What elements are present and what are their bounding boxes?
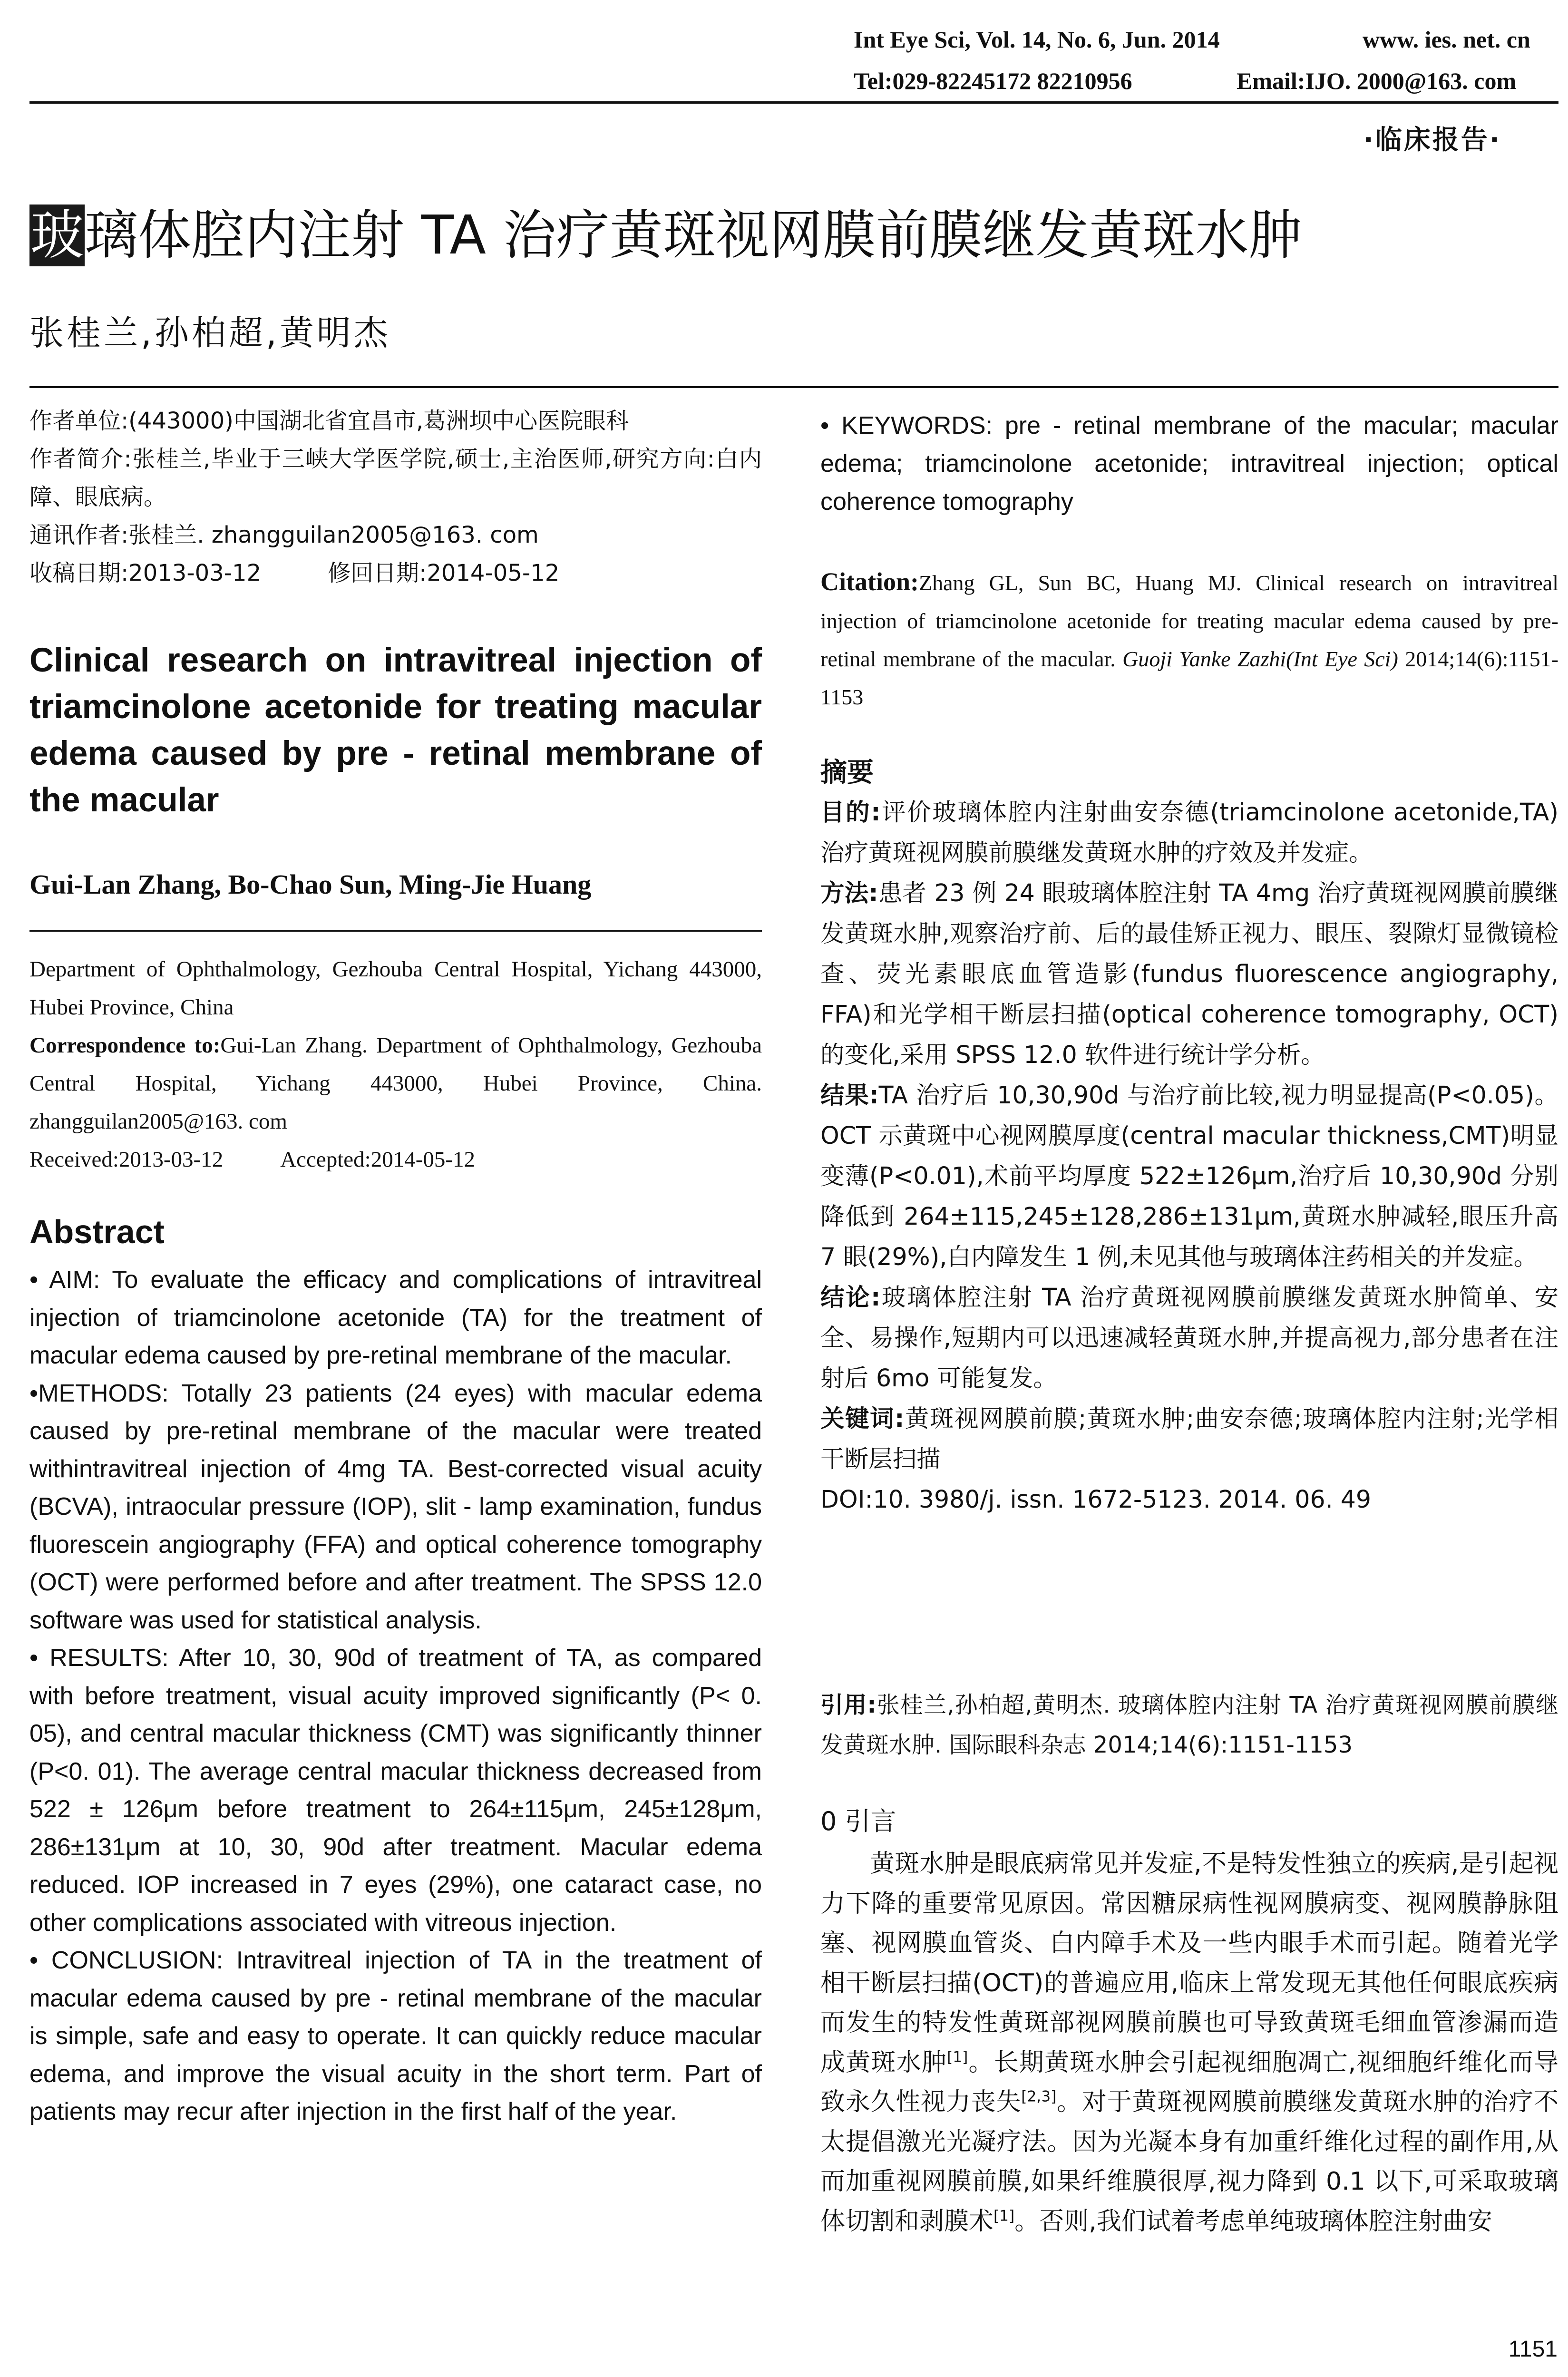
citation-block [820,563,1558,716]
abstract-heading-cn: 摘要 [820,757,874,788]
affiliation-block-en [29,950,762,1179]
conclusion-text: 玻璃体腔注射 TA 治疗黄斑视网膜前膜继发黄斑水肿简单、安全、易操作,短期内可以迅速减轻黄斑水肿,并提高视力,部分患者在注射后 6mo 可能复发。 [820,1283,1559,1392]
journal-citation: Int Eye Sci, Vol. 14, No. 6, Jun. 2014 [854,26,1220,53]
conclusion-label: 结论: [820,1283,881,1311]
abstract-aim: • AIM: To evaluate the efficacy and complications of intravitreal injection of triamcinolone acetonide (TA) for the treatment of macular edema caused by pre-retinal membrane of the macular. [29,1266,762,1369]
citation-tail: 2014;14(6):1151-1153 [820,647,1559,709]
title-drop-letter: 玻 [30,205,84,266]
corresponding-cn: 通讯作者:张桂兰. zhangguilan2005@163. com [29,522,539,548]
results-label: 结果: [820,1081,879,1109]
journal-email: Email:IJO. 2000@163. com [1237,68,1517,94]
cite-as-label: 引用: [820,1692,877,1718]
dates-en [29,1140,762,1179]
keywords-label: 关键词: [820,1404,905,1432]
page-number: 1151 [1508,2337,1558,2362]
objective-cn [820,792,1558,873]
citation-journal: Guoji Yanke Zazhi(Int Eye Sci) [1122,647,1398,671]
cite-as-text: 张桂兰,孙柏超,黄明杰. 玻璃体腔内注射 TA 治疗黄斑视网膜前膜继发黄斑水肿. 国际眼科杂志 2014;14(6):1151-1153 [820,1692,1559,1758]
ref-1[interactable]: [1] [947,2048,968,2066]
correspondence-en [29,1026,762,1140]
accepted-en: Accepted:2014-05-12 [280,1147,476,1172]
abstract-conclusion: • CONCLUSION: Intravitreal injection of TA in the treatment of macular edema caused by pre - retinal membrane of the macular is simple, safe and easy to operate. It can quickly reduce macular edema, and improve the visual acuity in the short term. Part of patients may recur after injection in the first half of the year. [29,1947,762,2125]
paper-title-en: Clinical research on intravitreal injection of triamcinolone acetonide for treating macular edema caused by pre - retinal membrane of the macular [29,642,762,819]
keywords-en: • KEYWORDS: pre - retinal membrane of the macular; macular edema; triamcinolone acetonide; intravitreal injection; optical coherence tomography [820,412,1558,516]
intro-paragraph [820,1844,1558,2241]
methods-text: 患者 23 例 24 眼玻璃体腔注射 TA 4mg 治疗黄斑视网膜前膜继发黄斑水肿,观察治疗前、后的最佳矫正视力、眼压、裂隙灯显微镜检查、荧光素眼底血管造影(fundus fluorescence angiography, FFA)和光学相干断层扫描(optical coherence tomography, OCT)的变化,采用 SPSS 12.0 软件进行统计学分析。 [820,879,1558,1069]
title-rest: 璃体腔内注射 TA 治疗黄斑视网膜前膜继发黄斑水肿 [85,205,1302,266]
authors-rule [29,930,762,932]
authors-en: Gui-Lan Zhang, Bo-Chao Sun, Ming-Jie Huang [29,869,592,900]
journal-tel: Tel:029-82245172 82210956 [854,68,1132,94]
title-rule [29,386,1558,388]
dates-cn [29,554,762,592]
correspondence-text: Gui-Lan Zhang. Department of Ophthalmology, Gezhouba Central Hospital, Yichang 443000, Hubei Province, China. zhangguilan2005@163. com [29,1033,762,1134]
objective-text: 评价玻璃体腔内注射曲安奈德(triamcinolone acetonide,TA)治疗黄斑视网膜前膜继发黄斑水肿的疗效及并发症。 [820,798,1558,867]
results-cn [820,1075,1558,1277]
conclusion-cn [820,1277,1558,1398]
citation-label: Citation: [820,567,919,596]
bio-cn: 作者简介:张桂兰,毕业于三峡大学医学院,硕士,主治医师,研究方向:白内障、眼底病。 [29,446,762,510]
abstract-results: • RESULTS: After 10, 30, 90d of treatment of TA, as compared with before treatment, visual acuity improved significantly (P< 0. 05), and central macular thickness (CMT) was significantly thinner (P<0. 01). The average central macular thickness decreased from 522 ± 126μm before treatment to 264±115μm, 245±128μm, 286±131μm at 10, 30, 90d after treatment. Macular edema reduced. IOP increased in 7 eyes (29%), one cataract case, no other complications associated with vitreous injection. [29,1644,762,1937]
doi: DOI:10. 3980/j. issn. 1672-5123. 2014. 06. 49 [820,1485,1371,1513]
intro-text-4: 。否则,我们试着考虑单纯玻璃体腔注射曲安 [1014,2207,1492,2236]
abstract-heading: Abstract [29,1213,165,1250]
department-en: Department of Ophthalmology, Gezhouba Central Hospital, Yichang 443000, Hubei Province, China [29,957,762,1020]
results-text: TA 治疗后 10,30,90d 与治疗前比较,视力明显提高(P<0.05)。OCT 示黄斑中心视网膜厚度(central macular thickness,CMT)明显变薄(P<0.01),术前平均厚度 522±126μm,治疗后 10,30,90d 分别降低到 264±115,245±128,286±131μm,黄斑水肿减轻,眼压升高 7 眼(29%),白内障发生 1 例,未见其他与玻璃体注药相关的并发症。 [820,1081,1559,1271]
citation-text: Zhang GL, Sun BC, Huang MJ. Clinical research on intravitreal injection of triamcinolone acetonide for treating macular edema caused by pre-retinal membrane of the macular. [820,571,1558,671]
intro-text-3: 。对于黄斑视网膜前膜继发黄斑水肿的治疗不太提倡激光光凝疗法。因为光凝本身有加重纤维化过程的副作用,从而加重视网膜前膜,如果纤维膜很厚,视力降到 0.1 以下,可采取玻璃体切割和剥膜术 [820,2088,1558,2236]
abstract-methods: •METHODS: Totally 23 patients (24 eyes) with macular edema caused by pre-retinal membrane of the macular were treated withintravitreal injection of 4mg TA. Best-corrected visual acuity (BCVA), intraocular pressure (IOP), slit - lamp examination, fundus fluorescein angiography (FFA) and optical coherence tomography (OCT) were performed before and after treatment. The SPSS 12.0 software was used for statistical analysis. [29,1379,762,1634]
revised-cn: 修回日期:2014-05-12 [328,560,560,586]
objective-label: 目的: [820,798,881,826]
methods-cn [820,873,1558,1075]
intro-heading: 0 引言 [820,1806,896,1836]
keywords-text: 黄斑视网膜前膜;黄斑水肿;曲安奈德;玻璃体腔内注射;光学相干断层扫描 [820,1404,1558,1473]
received-cn: 收稿日期:2013-03-12 [29,560,262,586]
abstract-body-cn [820,792,1558,1520]
keywords-cn [820,1398,1558,1479]
received-en: Received:2013-03-12 [29,1147,224,1172]
methods-label: 方法: [820,879,878,907]
cite-as-cn [820,1685,1558,1765]
journal-website: www. ies. net. cn [1363,26,1530,53]
intro-text-2: 。长期黄斑水肿会引起视细胞凋亡,视细胞纤维化而导致永久性视力丧失 [820,2048,1558,2116]
intro-text-1: 黄斑水肿是眼底病常见并发症,不是特发性独立的疾病,是引起视力下降的重要常见原因。常因糖尿病性视网膜病变、视网膜静脉阻塞、视网膜血管炎、白内障手术及一些内眼手术而引起。随着光学相干断层扫描(OCT)的普遍应用,临床上常发现无其他任何眼底疾病而发生的特发性黄斑部视网膜前膜也可导致黄斑毛细血管渗漏而造成黄斑水肿 [820,1850,1558,2077]
paper-title-cn [29,200,1302,271]
affiliation-cn: 作者单位:(443000)中国湖北省宜昌市,葛洲坝中心医院眼科 [29,408,629,434]
header-rule [29,101,1558,104]
authors-cn: 张桂兰,孙柏超,黄明杰 [29,313,391,353]
correspondence-label: Correspondence to: [29,1033,221,1058]
section-tag: ·临床报告· [1363,125,1501,156]
author-info-cn [29,402,762,592]
abstract-body [29,1261,762,2131]
ref-1b[interactable]: [1] [993,2207,1015,2225]
ref-2-3[interactable]: [2,3] [1021,2088,1057,2105]
